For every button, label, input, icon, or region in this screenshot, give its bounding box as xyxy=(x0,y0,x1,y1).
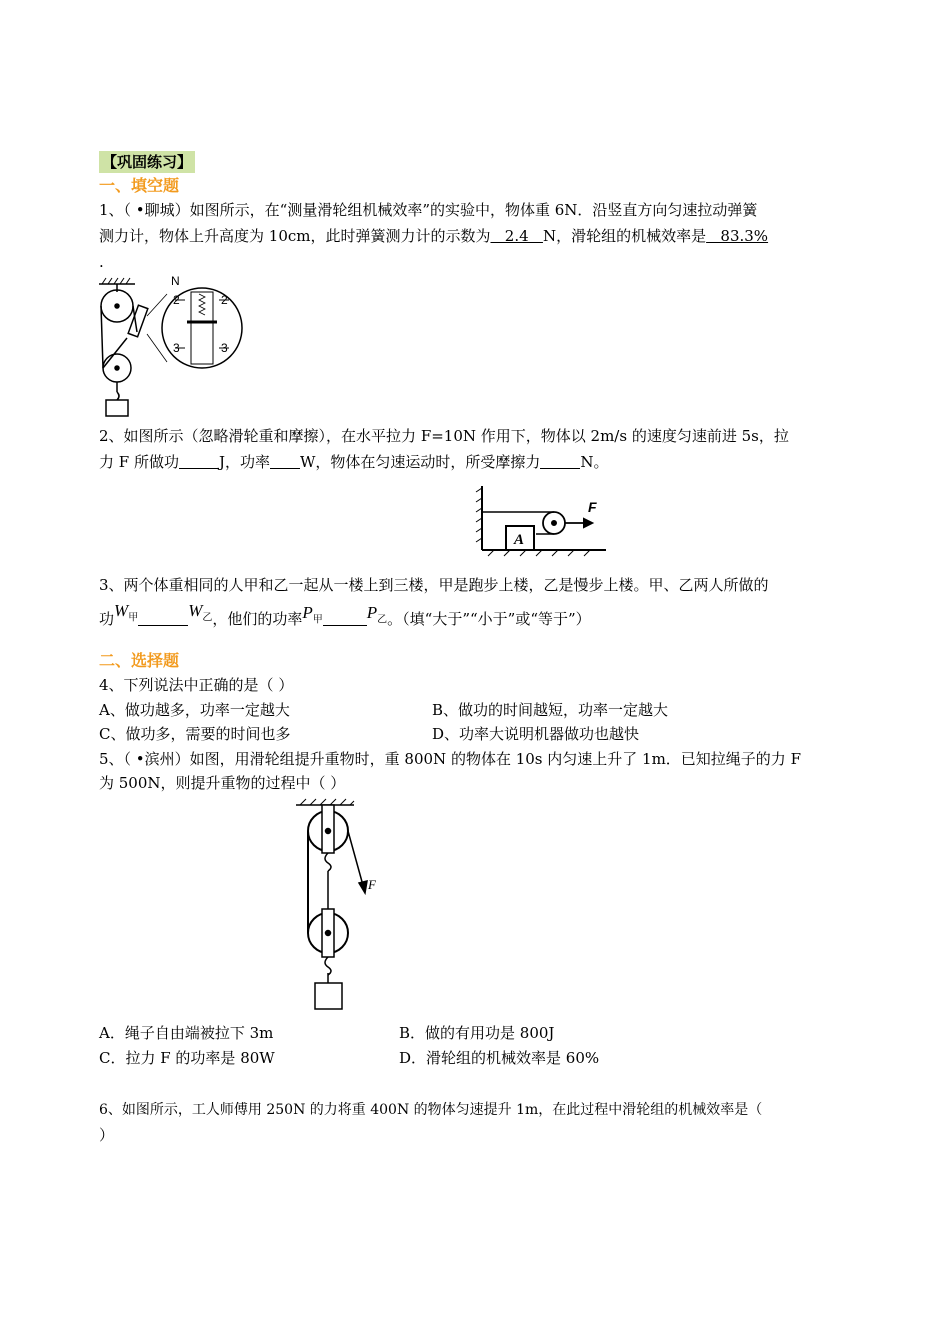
q2-blank-friction xyxy=(540,453,580,469)
spring-scale xyxy=(128,305,148,337)
scale-tick-left-2: 2 xyxy=(173,293,180,307)
q2-blank-power xyxy=(270,453,300,469)
q1-answer-efficiency: 83.3% xyxy=(706,227,769,245)
q1-line1: 1、（ •聊城）如图所示，在“测量滑轮组机械效率”的实验中，物体重 6N．沿竖直方向匀速拉动弹簧 xyxy=(99,201,758,219)
symbol-w-jia: $W_甲$ xyxy=(114,601,139,624)
q6-line1: 6、如图所示，工人师傅用 250N 的力将重 400N 的物体匀速提升 1m，在此过程中滑轮组的机械效率是（ xyxy=(99,1102,763,1118)
q5-option-c: C．拉力 F 的功率是 80W xyxy=(99,1049,275,1067)
weight-block xyxy=(315,983,342,1009)
q2-text-a: 力 F 所做功 xyxy=(99,453,179,471)
q1-line3: . xyxy=(99,253,104,271)
q4-stem: 4、下列说法中正确的是（ ） xyxy=(99,676,294,694)
q1-text-b: N，滑轮组的机械效率是 xyxy=(542,227,707,245)
q5-pulley-figure xyxy=(294,797,394,1013)
q2-line2 xyxy=(99,451,609,473)
q5-line1: 5、（ •滨州）如图，用滑轮组提升重物时，重 800N 的物体在 10s 内匀速上升了 1m．已知拉绳子的力 F xyxy=(99,750,801,768)
q2-text-d: N。 xyxy=(580,453,609,471)
q5-option-a: A．绳子自由端被拉下 3m xyxy=(99,1024,274,1042)
q1-answer-force: 2.4 xyxy=(490,227,543,245)
scale-body xyxy=(191,292,213,364)
q4-option-a: A、做功越多，功率一定越大 xyxy=(99,701,290,719)
q6-line2: ） xyxy=(99,1126,115,1144)
q1-line2 xyxy=(99,225,768,247)
q5-option-d: D．滑轮组的机械效率是 60% xyxy=(399,1049,600,1067)
heading-fill-in: 一、填空题 xyxy=(99,176,180,195)
q4-option-c: C、做功多，需要的时间也多 xyxy=(99,725,291,743)
scale-unit-label: N xyxy=(171,274,180,288)
force-label: F xyxy=(368,877,376,892)
pull-rope xyxy=(348,831,364,889)
q3-line1: 3、两个体重相同的人甲和乙一起从一楼上到三楼，甲是跑步上楼，乙是慢步上楼。甲、乙两人所做的 xyxy=(99,576,769,594)
force-arrow xyxy=(584,519,592,527)
scale-tick-left-3: 3 xyxy=(173,341,180,355)
q2-line1: 2、如图所示（忽略滑轮重和摩擦），在水平拉力 F=10N 作用下，物体以 2m/s 的速度匀速前进 5s，拉 xyxy=(99,427,789,445)
force-label: F xyxy=(588,499,597,515)
q3-blank-work xyxy=(138,610,188,626)
q2-text-b: J，功率 xyxy=(218,453,270,471)
q3-text-a: 功 xyxy=(99,610,115,628)
block-label: A xyxy=(514,532,525,548)
q1-pulley-figure xyxy=(97,272,247,420)
heading-choice: 二、选择题 xyxy=(99,651,180,670)
q3-text-b: ，他们的功率 xyxy=(212,610,303,628)
section-tag: 【巩固练习】 xyxy=(99,151,195,173)
scale-spring xyxy=(199,294,205,315)
q1-text-a: 测力计，物体上升高度为 10cm，此时弹簧测力计的示数为 xyxy=(99,227,491,245)
q4-option-b: B、做功的时间越短，功率一定越大 xyxy=(432,701,669,719)
weight-block xyxy=(106,400,128,416)
q2-horizontal-pulley-figure xyxy=(474,482,610,558)
q2-text-c: W，物体在匀速运动时，所受摩擦力 xyxy=(299,453,541,471)
ceiling-hatch xyxy=(102,278,130,284)
q5-option-b: B．做的有用功是 800J xyxy=(399,1024,555,1042)
force-arrow xyxy=(359,881,367,893)
scale-tick-right-2: 2 xyxy=(221,293,228,307)
symbol-w-yi: $W_乙$ xyxy=(188,601,213,624)
symbol-p-jia: $P_甲$ xyxy=(302,603,323,626)
q5-line2: 为 500N，则提升重物的过程中（ ） xyxy=(99,774,346,792)
q3-blank-power xyxy=(323,610,367,626)
q3-line2 xyxy=(99,601,591,637)
q3-text-c: 。（填“大于”“小于”或“等于”） xyxy=(387,610,591,628)
scale-tick-right-3: 3 xyxy=(221,341,228,355)
q4-option-d: D、功率大说明机器做功也越快 xyxy=(432,725,640,743)
q2-blank-work xyxy=(179,453,219,469)
symbol-p-yi: $P_乙$ xyxy=(366,603,388,626)
